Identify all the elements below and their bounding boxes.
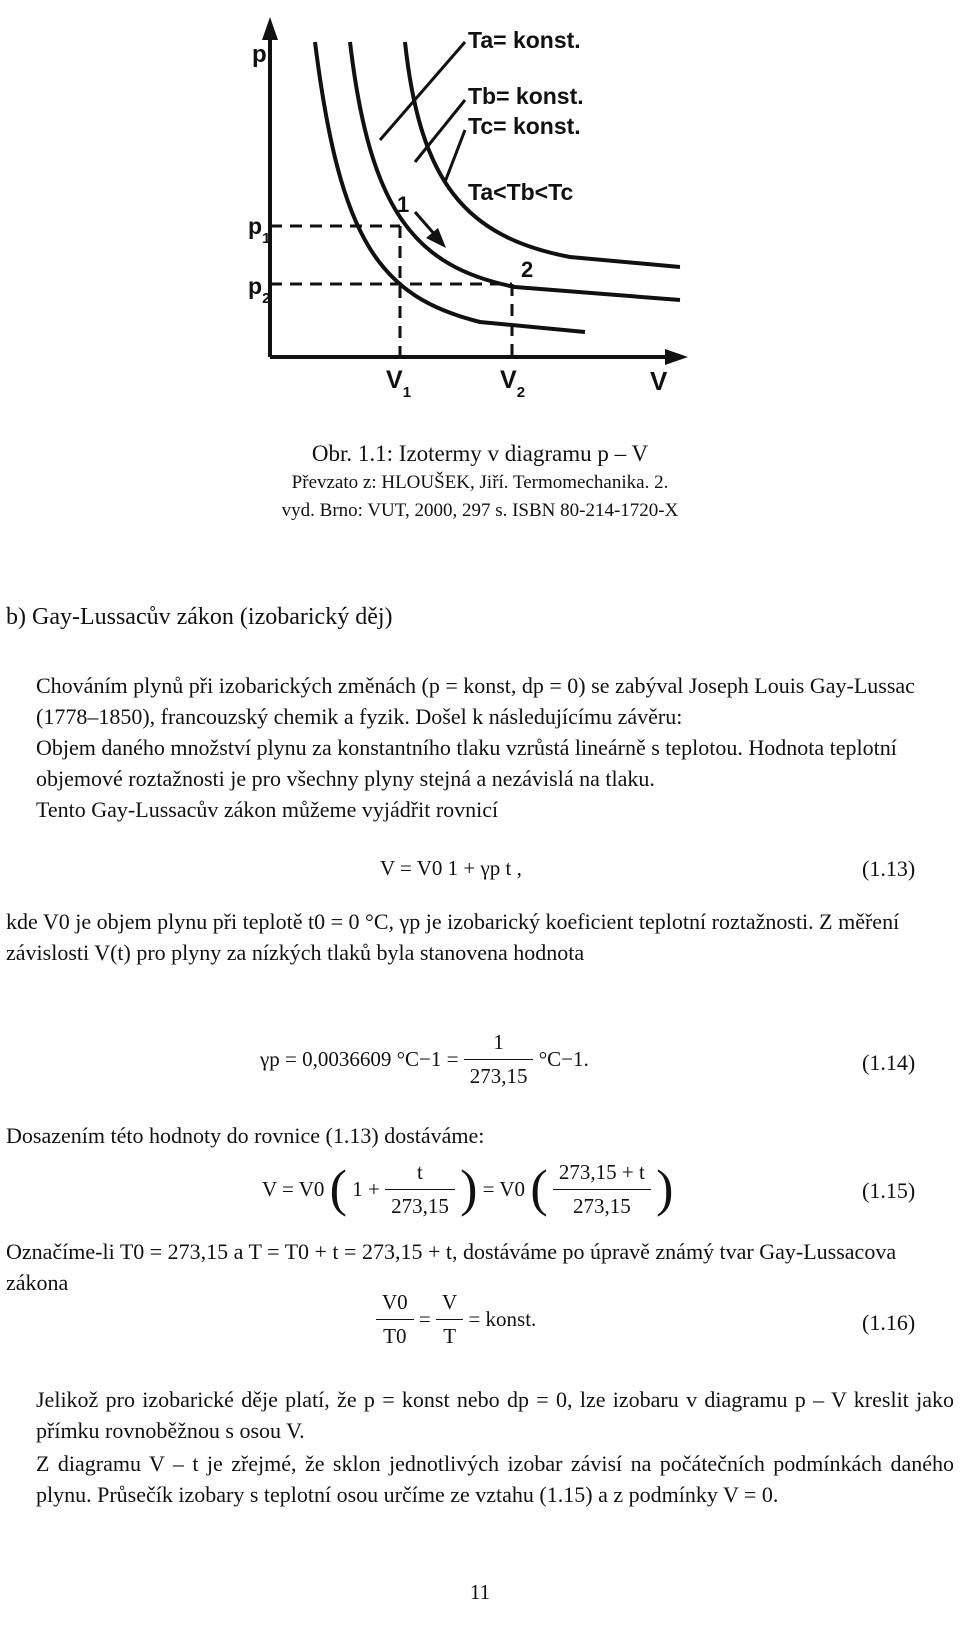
eq15-one: 1 + <box>352 1177 380 1201</box>
eq15-paren-close-1: ) <box>460 1160 478 1218</box>
paragraph-substitution: Dosazením této hodnoty do rovnice (1.13) dostáváme: <box>6 1123 485 1148</box>
paragraph-isobar-text: Jelikož pro izobarické děje platí, že p = konst nebo dp = 0, lze izobaru v diagramu p – V kreslit jako přímku rovnoběžnou s osou V. <box>36 1387 954 1443</box>
paragraph-intro <box>6 670 954 825</box>
eq14-right: °C−1. <box>538 1047 589 1071</box>
page-number: 11 <box>469 1580 491 1604</box>
equation-number-1-13: (1.13) <box>862 856 916 881</box>
eq15-frac1-numerator: t <box>385 1160 455 1190</box>
eq16-frac1-denominator: T0 <box>383 1324 407 1348</box>
point-1-label: 1 <box>397 192 410 217</box>
equation-number-1-14: (1.14) <box>862 1050 916 1075</box>
eq15-paren-close-2: ) <box>656 1160 674 1218</box>
paragraph-coefficient: kde V0 je objem plynu při teplotě t0 = 0 °C, γp je izobarický koeficient teplotní roztažnosti. Z měření závislosti V(t) pro plyny za nízkých tlaků byla stanovena hodnota <box>6 909 900 965</box>
eq16-fraction-2 <box>436 1290 463 1349</box>
paragraph-law-statement: Objem daného množství plynu za konstantního tlaku vzrůstá lineárně s teplotou. Hodnota teplotní objemové roztažnosti je pro všechny plyny stejná a nezávislá na tlaku. <box>36 735 897 791</box>
eq16-equals: = <box>418 1307 431 1331</box>
eq15-fraction-2 <box>553 1160 651 1219</box>
figure-caption-title: Obr. 1.1: Izotermy v diagramu p – V <box>311 441 649 466</box>
eq14-denominator: 273,15 <box>469 1064 528 1088</box>
temperature-order-label: Ta<Tb<Tc <box>468 179 574 205</box>
v1-label: $V_1$ <box>386 366 412 401</box>
figure-caption-source-cont: vyd. Brno: VUT, 2000, 297 s. ISBN 80-214-1720-X <box>281 500 679 521</box>
isotherm-curve-c <box>405 42 680 267</box>
y-axis-label: p <box>252 41 267 68</box>
eq16-frac2-numerator: V <box>436 1290 463 1320</box>
eq15-mid: = V0 <box>482 1177 526 1201</box>
eq14-left: γp = 0,0036609 °C−1 = <box>260 1047 459 1071</box>
point-2-label: 2 <box>521 257 534 282</box>
paragraph-definition: Označíme-li T0 = 273,15 a T = T0 + t = 273,15 + t, dostáváme po úpravě známý tvar Gay-Lussacova zákona <box>6 1239 897 1295</box>
isotherm-diagram <box>240 12 740 412</box>
process-arrowhead <box>426 228 446 248</box>
equation-number-1-15: (1.15) <box>862 1178 916 1203</box>
equation-1-13: V = V0 1 + γp t , <box>380 856 522 880</box>
paragraph-intro-text: Chováním plynů při izobarických změnách (p = konst, dp = 0) se zabýval Joseph Louis Gay-Lussac (1778–1850), francouzský chemik a fyzik. Došel k následujícímu závěru: <box>36 673 915 729</box>
eq15-frac2-numerator: 273,15 + t <box>553 1160 651 1190</box>
figure-caption-source: Převzato z: HLOUŠEK, Jiří. Termomechanika. 2. <box>291 472 669 493</box>
eq14-fraction <box>464 1030 534 1089</box>
paragraph-isobar <box>6 1384 954 1446</box>
equation-1-16 <box>376 1290 536 1349</box>
x-axis-arrow <box>665 349 688 365</box>
equation-1-14 <box>260 1030 589 1089</box>
p2-label: $p_2$ <box>248 273 271 307</box>
eq15-paren-open-2: ( <box>530 1160 548 1218</box>
isotherm-a-label: Ta= konst. <box>468 27 581 53</box>
equation-1-15 <box>262 1160 673 1219</box>
isotherm-b-label: Tb= konst. <box>468 83 584 109</box>
eq16-right: = konst. <box>468 1307 537 1331</box>
eq16-frac2-denominator: T <box>443 1324 457 1348</box>
eq15-frac2-denominator: 273,15 <box>572 1194 631 1218</box>
eq15-paren-open-1: ( <box>329 1160 347 1218</box>
y-axis-arrow <box>262 17 278 40</box>
isotherm-c-label: Tc= konst. <box>468 113 581 139</box>
eq15-left: V = V0 <box>262 1177 325 1201</box>
v2-label: $V_2$ <box>500 366 526 401</box>
eq16-fraction-1 <box>376 1290 414 1349</box>
equation-number-1-16: (1.16) <box>862 1310 916 1335</box>
leader-c <box>445 130 465 182</box>
x-axis-label: V <box>650 366 668 396</box>
eq15-fraction-1 <box>385 1160 455 1219</box>
eq14-numerator: 1 <box>464 1030 534 1060</box>
eq16-frac1-numerator: V0 <box>376 1290 414 1320</box>
section-heading: b) Gay-Lussacův zákon (izobarický děj) <box>6 604 393 630</box>
leader-a <box>380 42 465 140</box>
paragraph-diagram-text: Z diagramu V – t je zřejmé, že sklon jednotlivých izobar závisí na počátečních podmínkách daného plynu. Průsečík izobary s teplotní osou určíme ze vztahu (1.15) a z podmínky V = 0. <box>36 1451 954 1507</box>
eq15-frac1-denominator: 273,15 <box>391 1194 449 1218</box>
p1-label: $p_1$ <box>248 213 271 247</box>
paragraph-law-lead: Tento Gay-Lussacův zákon můžeme vyjádřit rovnicí <box>36 797 499 822</box>
paragraph-diagram <box>6 1448 954 1510</box>
